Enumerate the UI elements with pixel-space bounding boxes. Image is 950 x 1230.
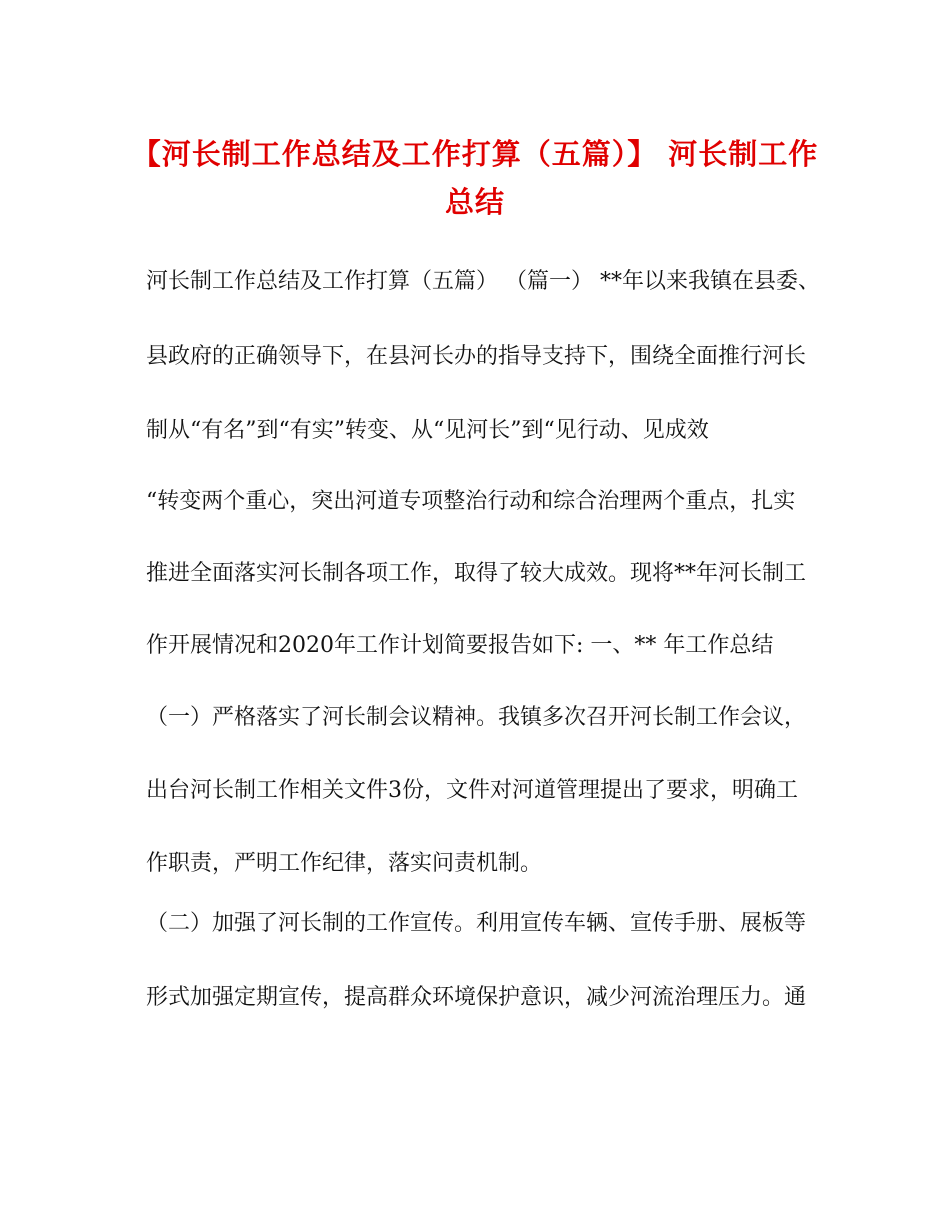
body-line: 形式加强定期宣传，提高群众环境保护意识，减少河流治理压力。通 <box>146 985 807 1010</box>
body-line: 作职责，严明工作纪律，落实问责机制。 <box>146 851 543 876</box>
body-line: 出台河长制工作相关文件3份，文件对河道管理提出了要求，明确工 <box>146 778 798 803</box>
body-line: 县政府的正确领导下，在县河长办的指导支持下，围绕全面推行河长 <box>146 344 807 369</box>
body-line: 河长制工作总结及工作打算（五篇） （篇一） **年以来我镇在县委、 <box>146 269 820 294</box>
body-line: “转变两个重心，突出河道专项整治行动和综合治理两个重点，扎实 <box>146 489 796 514</box>
body-line: 推进全面落实河长制各项工作，取得了较大成效。现将**年河长制工 <box>146 561 807 586</box>
document-title-line-1: 【河长制工作总结及工作打算（五篇）】 河长制工作 <box>131 137 819 171</box>
document-title-line-2: 总结 <box>444 185 505 219</box>
body-line: 作开展情况和2020年工作计划简要报告如下: 一、** 年工作总结 <box>146 633 774 658</box>
body-line: 制从“有名”到“有实”转变、从“见河长”到“见行动、见成效 <box>146 418 709 443</box>
body-line: （二）加强了河长制的工作宣传。利用宣传车辆、宣传手册、展板等 <box>146 911 807 936</box>
body-line: （一）严格落实了河长制会议精神。我镇多次召开河长制工作会议， <box>146 705 807 730</box>
